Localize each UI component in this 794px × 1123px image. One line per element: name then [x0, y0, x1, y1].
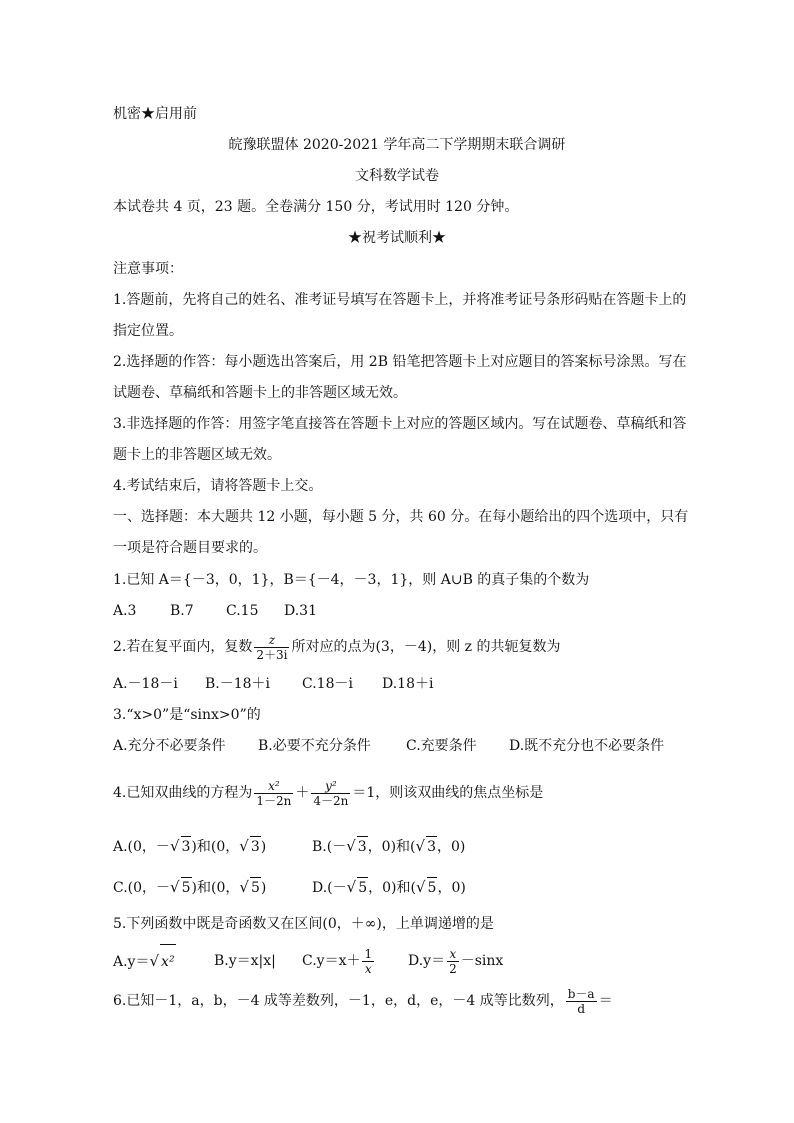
- question-4-fraction-x-denominator: 1－2n: [256, 793, 292, 808]
- q5-c-fraction: [362, 947, 374, 976]
- question-5-option-c: [302, 944, 376, 978]
- sqrt-symbol-icon: √: [346, 878, 357, 896]
- exam-info: 本试卷共 4 页，23 题。全卷满分 150 分，考试用时 120 分钟。: [113, 199, 519, 215]
- note-1-line-1: 1.答题前，先将自己的姓名、准考证号填写在答题卡上，并将准考证号条形码贴在答题卡上的: [113, 292, 687, 308]
- q4-a-part-1: A.(0，－: [113, 839, 170, 855]
- question-2-option-b: B.－18＋i: [205, 676, 271, 692]
- question-6-stem: [113, 982, 613, 1020]
- sqrt-symbol-icon: √: [170, 878, 180, 896]
- sqrt-symbol-icon: √: [346, 837, 356, 855]
- question-3-stem: 3.“x>0”是“sinx>0”的: [113, 707, 261, 723]
- q4-a-radicand-2: 3: [250, 836, 261, 857]
- q5-c-denominator: x: [362, 961, 374, 976]
- question-4-fraction-x-numerator: x²: [268, 778, 280, 793]
- q4-a-radicand-1: 3: [181, 836, 192, 857]
- q5-a-radicand: x²: [160, 944, 176, 979]
- question-1-option-b: B.7: [170, 603, 194, 619]
- q5-c-prefix: C.y＝x＋: [302, 953, 361, 969]
- question-4-stem-prefix: 4.已知双曲线的方程为: [113, 785, 253, 801]
- q5-c-numerator: 1: [364, 946, 373, 961]
- question-2-option-d: D.18＋i: [382, 676, 434, 692]
- question-4-option-c: [113, 877, 266, 898]
- q4-c-radicand-2: 5: [250, 877, 261, 898]
- question-3-option-c: C.充要条件: [406, 738, 477, 754]
- question-2-option-c: C.18－i: [302, 676, 353, 692]
- question-2-option-a: A.－18－i: [113, 676, 178, 692]
- notes-heading: 注意事项：: [113, 261, 183, 277]
- q4-b-radicand-1: 3: [357, 836, 368, 857]
- q4-d-part-1: D.(－: [312, 880, 347, 896]
- q4-b-part-5: ，0): [437, 839, 466, 855]
- note-4: 4.考试结束后，请将答题卡上交。: [113, 478, 323, 494]
- q5-d-prefix: D.y＝: [408, 953, 446, 969]
- sqrt-symbol-icon: √: [415, 837, 426, 855]
- section-1-line-1: 一、选择题：本大题共 12 小题，每小题 5 分，共 60 分。在每小题给出的四个选项中，只有: [113, 509, 689, 525]
- question-3-option-d: D.既不充分也不必要条件: [509, 738, 665, 754]
- q4-d-part-3: ，0)和(: [368, 880, 416, 896]
- q4-d-radicand-1: 5: [357, 877, 368, 898]
- good-luck-wish: ★祝考试顺利★: [348, 230, 446, 246]
- question-4-option-b: [312, 836, 465, 857]
- q4-c-part-5: ): [260, 880, 267, 896]
- question-1-option-c: C.15: [226, 603, 259, 619]
- question-4-option-a: [113, 836, 266, 857]
- q5-d-fraction: [447, 947, 459, 976]
- q4-d-radicand-2: 5: [427, 877, 438, 898]
- question-4-fraction-y-denominator: 4－2n: [313, 793, 349, 808]
- question-3-option-b: B.必要不充分条件: [258, 738, 371, 754]
- question-2-fraction: [254, 633, 289, 662]
- sqrt-symbol-icon: √: [169, 837, 180, 855]
- q4-b-part-1: B.(－: [312, 839, 347, 855]
- question-3-option-a: A.充分不必要条件: [113, 738, 226, 754]
- question-4-plus: ＋: [295, 785, 310, 801]
- question-4-option-d: [312, 877, 466, 898]
- question-1-option-d: D.31: [284, 603, 317, 619]
- question-2-fraction-denominator: 2＋3i: [256, 647, 288, 662]
- question-5-option-a: [113, 944, 176, 979]
- sqrt-symbol-icon: √: [239, 837, 249, 855]
- note-3-line-2: 题卡上的非答题区域无效。: [113, 447, 281, 463]
- question-2-stem: [113, 630, 560, 664]
- question-4-stem-suffix: ＝1，则该双曲线的焦点坐标是: [352, 785, 544, 801]
- q4-c-part-1: C.(0，－: [113, 880, 171, 896]
- note-3-line-1: 3.非选择题的作答：用签字笔直接答在答题卡上对应的答题区域内。写在试题卷、草稿纸和答: [113, 416, 687, 432]
- q5-d-denominator: 2: [449, 961, 457, 976]
- question-6-fraction-numerator: b－a: [567, 986, 595, 1001]
- sqrt-symbol-icon: √: [149, 952, 160, 970]
- q5-a-prefix: A.y＝: [113, 954, 150, 970]
- question-6-fraction: [566, 987, 597, 1016]
- q4-c-part-3: )和(0，: [191, 880, 240, 896]
- question-6-stem-prefix: 6.已知－1，a，b，－4 成等差数列，－1，e，d，e，－4 成等比数列，: [113, 993, 564, 1009]
- question-4-fraction-y: [311, 779, 350, 808]
- note-2-line-1: 2.选择题的作答：每小题选出答案后，用 2B 铅笔把答题卡上对应题目的答案标号涂黑。写在: [113, 354, 687, 370]
- q4-b-radicand-2: 3: [426, 836, 437, 857]
- q4-b-part-3: ，0)和(: [367, 839, 416, 855]
- sqrt-symbol-icon: √: [415, 878, 426, 896]
- sqrt-symbol-icon: √: [239, 878, 249, 896]
- question-4-stem: [113, 774, 543, 812]
- q4-a-part-5: ): [260, 839, 267, 855]
- question-5-option-d: [408, 944, 503, 978]
- note-2-line-2: 试题卷、草稿纸和答题卡上的非答题区域无效。: [113, 385, 407, 401]
- q4-d-part-5: ，0): [437, 880, 466, 896]
- question-5-stem: 5.下列函数中既是奇函数又在区间(0，＋∞)，上单调递增的是: [113, 916, 494, 932]
- q4-c-radicand-1: 5: [181, 877, 192, 898]
- section-1-line-2: 一项是符合题目要求的。: [113, 540, 267, 556]
- question-4-fraction-y-numerator: y²: [325, 778, 337, 793]
- q4-a-part-3: )和(0，: [191, 839, 240, 855]
- question-2-stem-suffix: 所对应的点为(3，－4)，则 z 的共轭复数为: [291, 639, 561, 655]
- question-6-equals: ＝: [598, 993, 613, 1009]
- question-2-stem-prefix: 2.若在复平面内，复数: [113, 639, 253, 655]
- q5-d-numerator: x: [449, 946, 457, 961]
- question-2-fraction-numerator: z: [268, 632, 276, 647]
- q5-d-suffix: －sinx: [460, 953, 504, 969]
- question-6-fraction-denominator: d: [566, 1001, 597, 1016]
- note-1-line-2: 指定位置。: [113, 323, 183, 339]
- confidential-label: 机密★启用前: [113, 106, 197, 122]
- question-1-stem: 1.已知 A＝{－3，0，1}，B＝{－4，－3，1}，则 A∪B 的真子集的个数为: [113, 572, 590, 588]
- exam-subtitle: 文科数学试卷: [355, 168, 439, 184]
- question-1-option-a: A.3: [113, 603, 137, 619]
- question-5-option-b: B.y＝x|x|: [214, 953, 276, 969]
- exam-title: 皖豫联盟体 2020-2021 学年高二下学期期末联合调研: [228, 137, 566, 153]
- question-4-fraction-x: [254, 779, 293, 808]
